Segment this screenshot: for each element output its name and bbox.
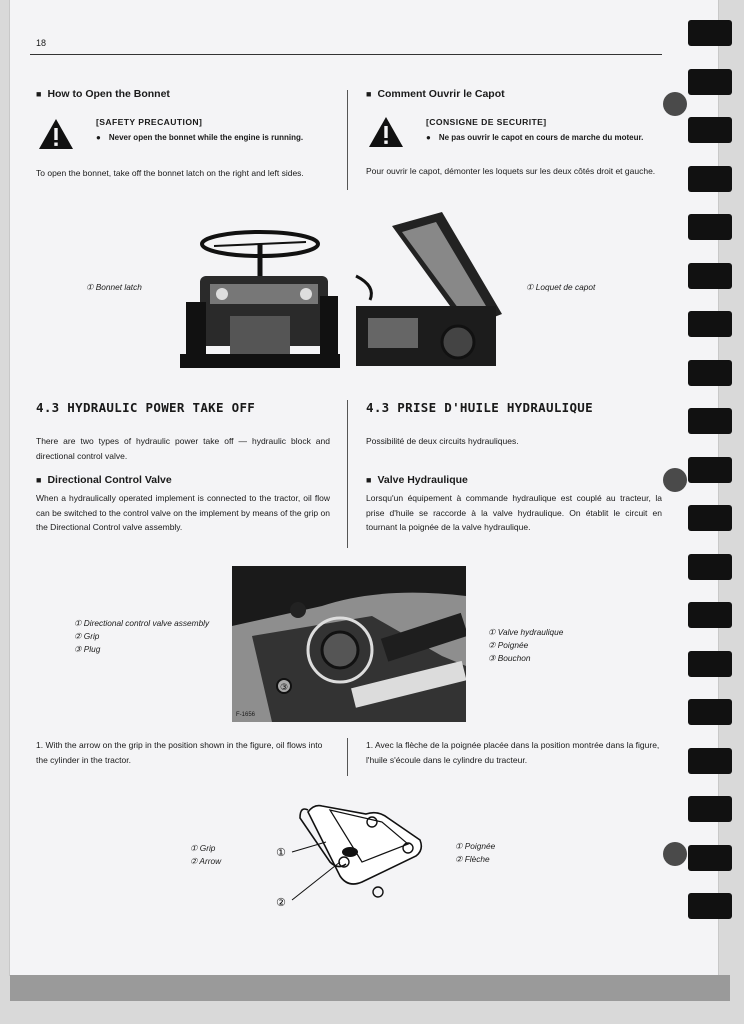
fig2-label-item: ③ Plug [74,644,101,654]
fig3-label-item: ① Poignée [455,841,496,851]
consigne-text-content: Ne pas ouvrir le capot en cours de marche du moteur. [438,133,644,142]
capot-intro: Pour ouvrir le capot, démonter les loquets sur les deux côtés droit et gauche. [366,166,656,176]
fig3-label-item: ② Flèche [455,854,490,864]
binding-loop [688,263,732,289]
arrow-callout: ② [276,896,286,909]
bonnet-heading: ■ How to Open the Bonnet [36,88,170,100]
fig1-label-en: ① Bonnet latch [86,282,142,292]
fig2-label-item: ② Grip [74,631,100,641]
fig2-labels-en [74,617,224,656]
header-rule [30,54,662,55]
page-number: 18 [36,38,47,48]
binding-loop [688,796,732,822]
column-divider [347,90,348,190]
binding-loop [688,845,732,871]
bullet-icon: ● [96,133,101,142]
grip-callout: ① [276,846,286,859]
fig3-labels-en [190,842,221,868]
fig1-label-fr: ① Loquet de capot [526,282,596,292]
binding-loop [688,408,732,434]
section-heading-en: 4.3 HYDRAULIC POWER TAKE OFF [36,400,256,415]
sub-text-en: When a hydraulically operated implement is connected to the tractor, oil flow can be switched to the control valve on the implement by means of the grip on the Directional Control valve assembly. [36,493,330,532]
binding-loop [688,602,732,628]
grip-arrow-figure [270,796,430,916]
column-divider [347,400,348,548]
safety-title: [SAFETY PRECAUTION] [96,117,203,127]
binding-loop [688,554,732,580]
section-intro-fr: Possibilité de deux circuits hydrauliques. [366,436,519,446]
binding-loop [688,699,732,725]
figure-code: F-1656 [236,712,256,718]
punch-hole [663,842,687,866]
fig3-labels-fr [455,840,495,866]
binding-loop [688,311,732,337]
binding-loop [688,360,732,386]
sub-heading-fr: ■ Valve Hydraulique [366,474,468,486]
safety-text-content: Never open the bonnet while the engine is running. [108,133,304,142]
fig2-callout: ③ [280,683,289,693]
consigne-text [426,131,662,144]
control-valve-figure [232,566,466,722]
fig2-label-item: ③ Bouchon [488,653,531,663]
fig2-labels-fr [488,626,638,665]
consigne-title: [CONSIGNE DE SECURITE] [426,117,547,127]
fig2-label-item: ① Valve hydraulique [488,627,564,637]
binding-loop [688,117,732,143]
punch-hole [663,92,687,116]
punch-hole [663,468,687,492]
warning-icon [368,116,404,148]
sub-heading-en: ■ Directional Control Valve [36,474,172,486]
step1-en: 1. With the arrow on the grip in the position shown in the figure, oil flows into the cylinder in the tractor. [36,740,323,765]
bullet-icon: ● [426,133,431,142]
binding-loop [688,748,732,774]
fig3-label-item: ② Arrow [190,856,222,866]
binding-loop [688,893,732,919]
capot-heading: ■ Comment Ouvrir le Capot [366,88,505,100]
warning-icon [38,118,74,150]
safety-text [96,131,332,144]
binding-loop [688,651,732,677]
fig3-label-item: ① Grip [190,843,216,853]
fig2-label-item: ② Poignée [488,640,529,650]
bonnet-intro: To open the bonnet, take off the bonnet latch on the right and left sides. [36,168,304,178]
page-edge-shadow [10,975,730,1001]
section-heading-fr: 4.3 PRISE D'HUILE HYDRAULIQUE [366,400,593,415]
column-divider [347,738,348,776]
binding-loop [688,505,732,531]
binding-loop [688,457,732,483]
binding-loop [688,166,732,192]
section-intro-en: There are two types of hydraulic power take off — hydraulic block and directional control valve. [36,436,330,461]
fig2-label-item: ① Directional control valve assembly [74,618,210,628]
binding-loop [688,214,732,240]
sub-text-fr: Lorsqu'un équipement à commande hydraulique est couplé au tracteur, la prise d'huile se raccorde à la valve hydraulique. On établit le circuit en tournant la poignée de la valve hydraulique. [366,493,662,532]
binding-loop [688,20,732,46]
bonnet-latch-figure [180,206,510,370]
binding-loop [688,69,732,95]
step1-fr: 1. Avec la flèche de la poignée placée dans la position montrée dans la figure, l'huile s'écoule dans le cylindre du tracteur. [366,740,660,765]
